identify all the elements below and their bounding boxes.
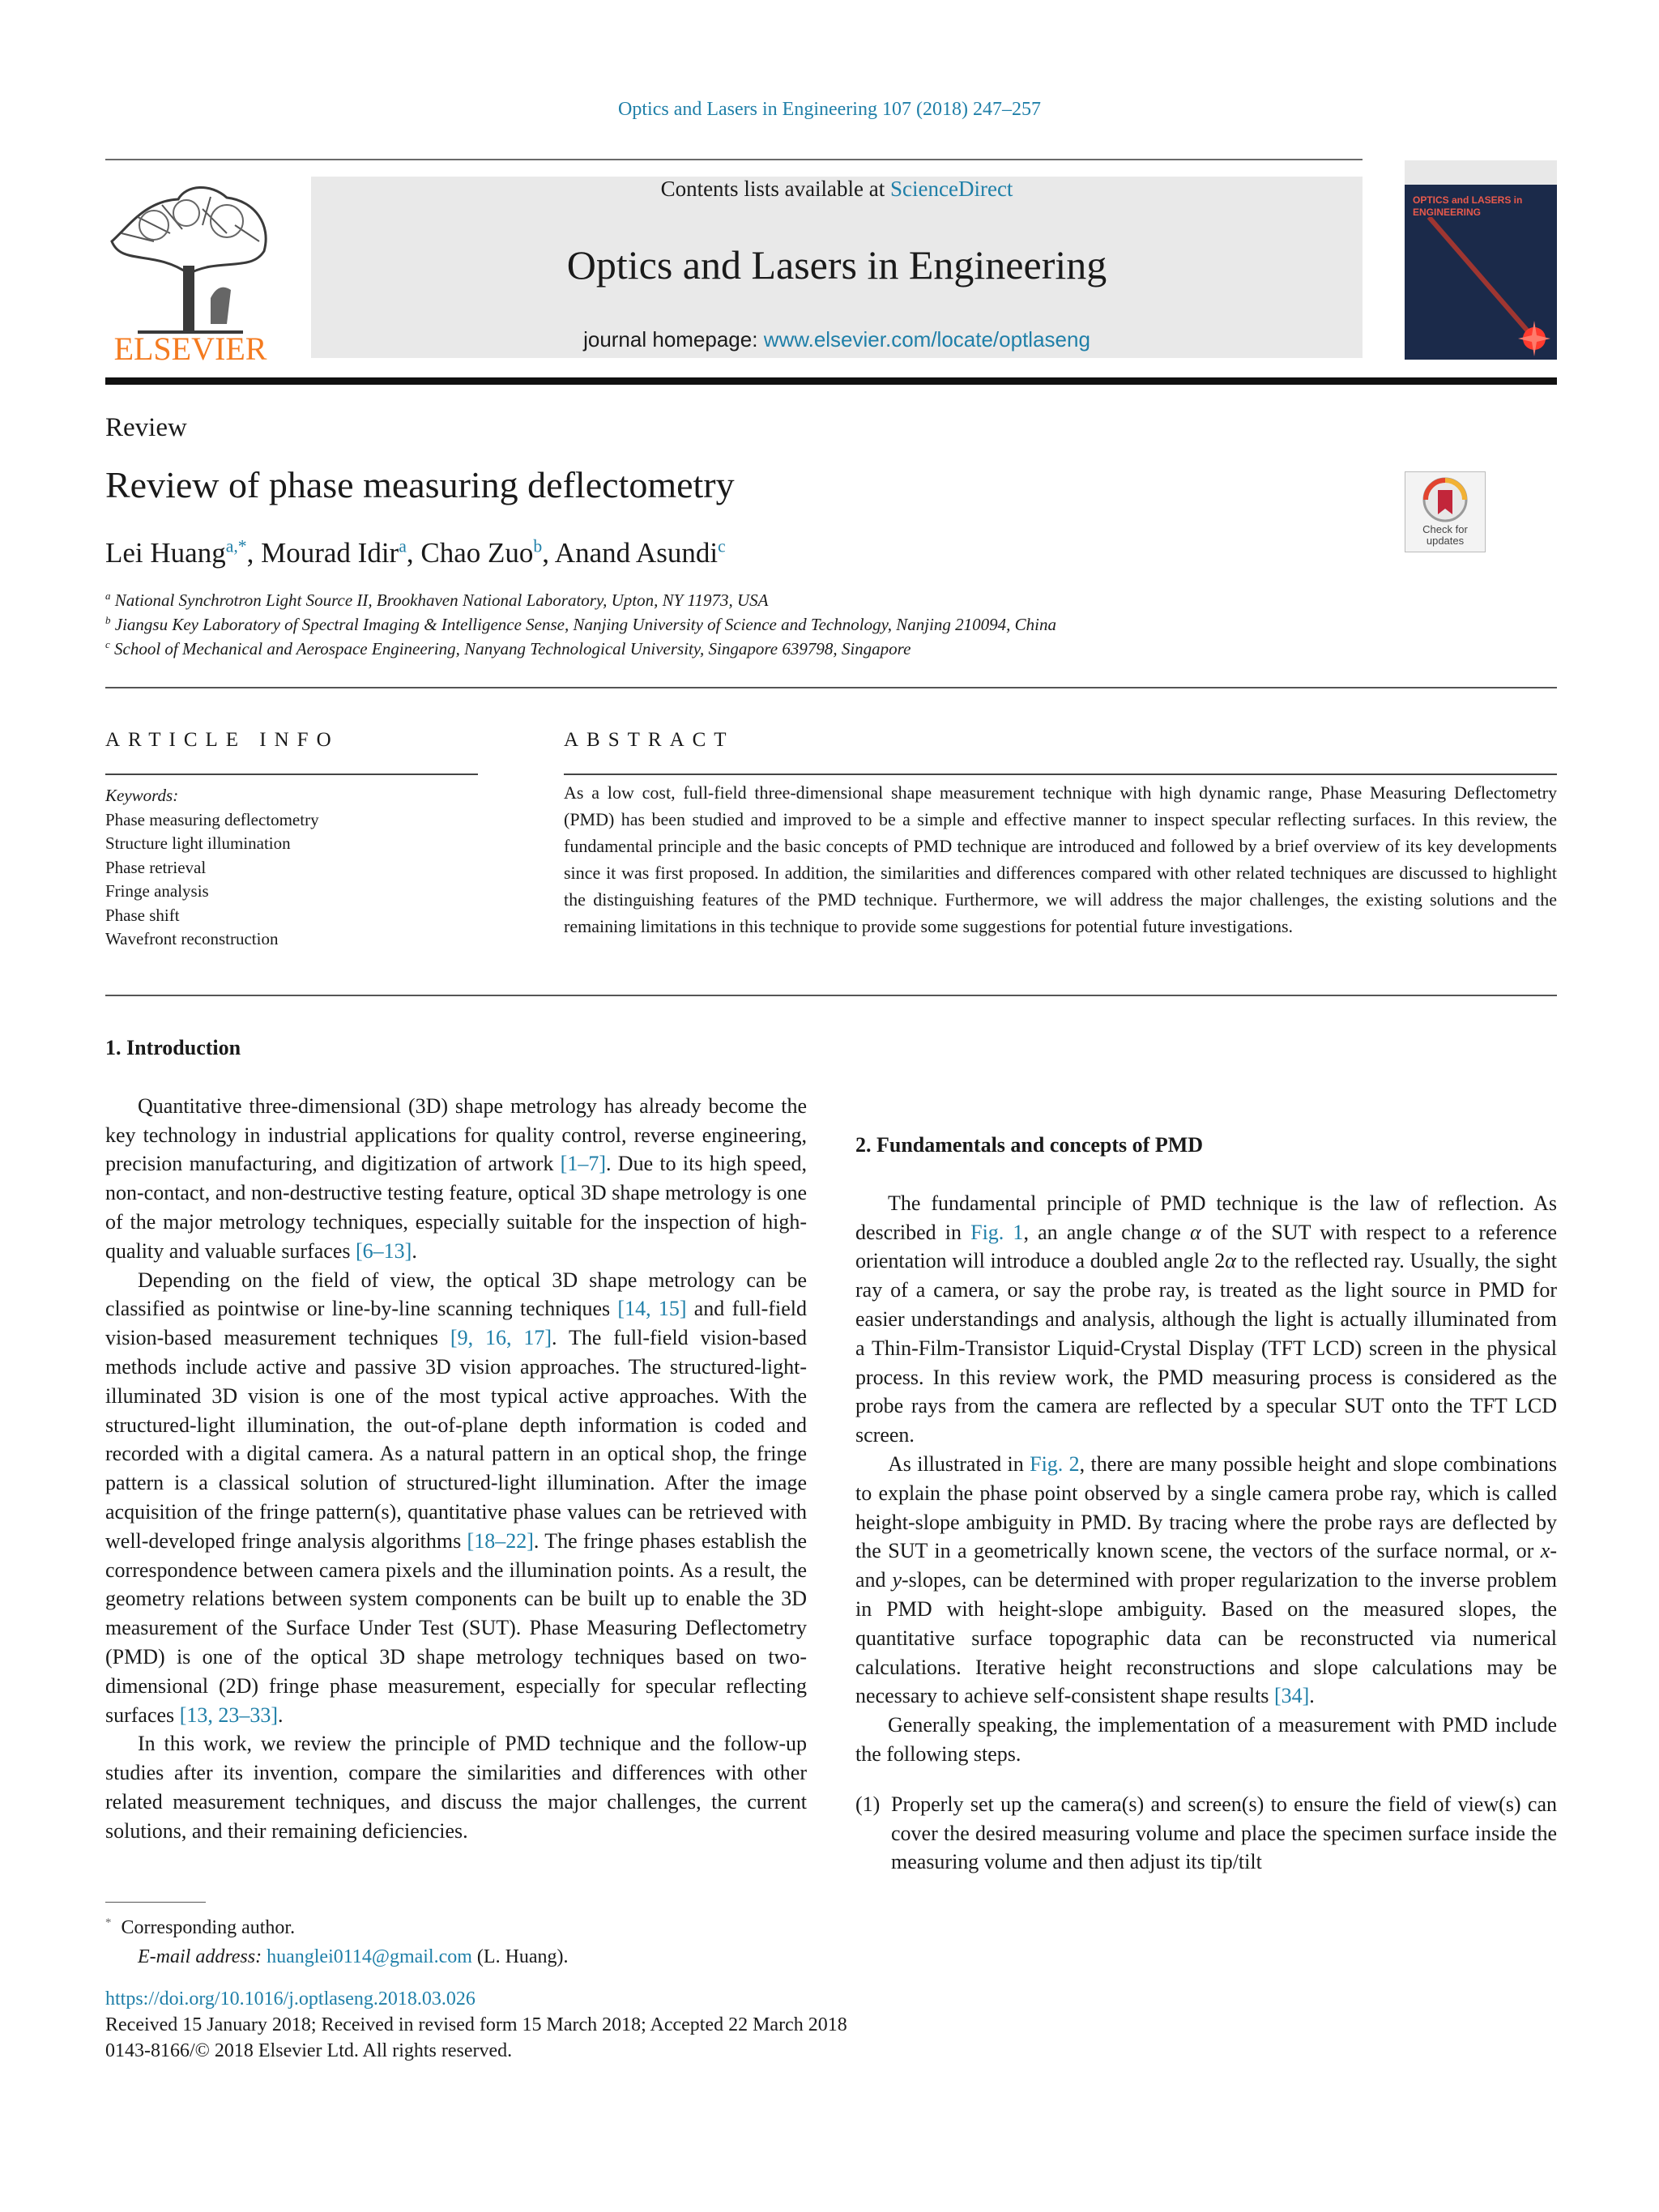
- email-link[interactable]: huanglei0114@gmail.com: [267, 1946, 472, 1967]
- header-thick-rule: [105, 377, 1557, 385]
- list-item-text: Properly set up the camera(s) and screen(s) to ensure the field of view(s) can cover the desired measuring volume and place the specimen surface inside the measuring volume and then adjust its tip/tilt: [891, 1792, 1557, 1874]
- journal-homepage-line: [311, 327, 1363, 352]
- body-column-left: [105, 1034, 807, 1846]
- article-title: Review of phase measuring deflectometry: [105, 464, 735, 505]
- affiliation-mark-link[interactable]: a,: [225, 536, 238, 556]
- affiliation-mark-link[interactable]: c: [718, 536, 726, 556]
- list-number: (1): [855, 1792, 881, 1816]
- copyright: 0143-8166/© 2018 Elsevier Ltd. All rights reserved.: [105, 2040, 513, 2061]
- paragraph: As illustrated in Fig. 2, there are many possible height and slope combinations to explain the phase point observed by a single camera probe ray, which is called height-slope ambiguity in PMD. By tracing where the probe rays are deflected by the SUT in a geometrically known scene, the vectors of the surface normal, or x- and y-slopes, can be determined with proper regularization to the inverse problem in PMD with height-slope ambiguity. Based on the measured slopes, the quantitative surface topographic data can be reconstructed via numerical calculations. Iterative height reconstructions and slope calculations may be necessary to achieve self-consistent shape results [34].: [855, 1451, 1558, 1708]
- crossmark-label: Check for updates: [1422, 523, 1468, 547]
- doi-link[interactable]: https://doi.org/10.1016/j.optlaseng.2018.03.026: [105, 1988, 476, 2010]
- citation-link[interactable]: [14, 15]: [617, 1297, 687, 1321]
- check-for-updates-button[interactable]: [1405, 471, 1486, 552]
- corresponding-star-link[interactable]: *: [237, 536, 247, 556]
- keyword: Structure light illumination: [105, 833, 291, 853]
- affiliation-a: $^a$ National Synchrotron Light Source II, Brookhaven National Laboratory, Upton, NY 11973, USA: [105, 590, 769, 610]
- section-heading: 2. Fundamentals and concepts of PMD: [855, 1133, 1204, 1157]
- cover-title: OPTICS and LASERS in ENGINEERING: [1413, 194, 1523, 218]
- paragraph: Quantitative three-dimensional (3D) shape metrology has already become the key technology in industrial applications for quality control, reverse engineering, precision manufacturing, and digitization of artwork [1–7]. Due to its high speed, non-contact, and non-destructive testing feature, optical 3D shape metrology is one of the major metrology techniques, especially suitable for the inspection of high-quality and valuable surfaces [6–13].: [105, 1093, 808, 1263]
- keyword: Fringe analysis: [105, 881, 209, 901]
- sciencedirect-link[interactable]: ScienceDirect: [890, 177, 1013, 201]
- keyword: Phase retrieval: [105, 857, 207, 877]
- keywords-label: Keywords:: [105, 786, 179, 805]
- paragraph: The fundamental principle of PMD technique is the law of reflection. As described in Fig. 1, an angle change α of the SUT with respect to a reference orientation will introduce a doubled angle 2α to the reflected ray. Usually, the sight ray of a camera, or say the probe ray, is treated as the light source in PMD for easier understandings and analysis, although the light is actually illuminated from a Thin-Film-Transistor Liquid-Crystal Display (TFT LCD) screen in the physical process. In this review work, the PMD measuring process is considered as the probe rays from the camera are reflected by a specular SUT onto the TFT LCD screen.: [855, 1191, 1558, 1447]
- homepage-prefix: journal homepage:: [583, 327, 758, 352]
- affiliation-b: $^b$ Jiangsu Key Laboratory of Spectral Imaging & Intelligence Sense, Nanjing University of Science and Technology, Nanjing 210094, China: [105, 614, 1057, 634]
- elsevier-logo: [105, 177, 275, 363]
- paragraph: Depending on the field of view, the optical 3D shape metrology can be classified as pointwise or line-by-line scanning techniques [14, 15] and full-field vision-based measurement techniques [9, 16, 17]. The full-field vision-based methods include active and passive 3D vision approaches. The structured-light-illuminated 3D vision is one of the most typical active approaches. With the structured-light illumination, the out-of-plane depth information is coded and recorded with a digital camera. As a natural pattern in an optical shop, the fringe pattern is a classical solution of structured-light illumination. After the image acquisition of the fringe pattern(s), quantitative phase values can be retrieved with well-developed fringe analysis algorithms [18–22]. The fringe phases establish the correspondence between camera pixels and the illumination points. As a result, the geometry relations between system components can be built up to enable the 3D measurement of the Surface Under Test (SUT). Phase Measuring Deflectometry (PMD) is one of the optical 3D shape metrology techniques based on two-dimensional (2D) fringe phase measurement, especially for specular reflecting surfaces [13, 23–33].: [105, 1268, 807, 1727]
- abstract-rule: [564, 774, 1557, 775]
- section-rule: [105, 687, 1557, 688]
- keyword: Wavefront reconstruction: [105, 929, 279, 948]
- body-column-right: [855, 1034, 1557, 1877]
- article-info-rule: [105, 774, 478, 775]
- author: Lei Huang$^{a,*}$,: [105, 536, 262, 569]
- footnote: [105, 1908, 569, 1971]
- publication-info: [105, 1986, 847, 2064]
- journal-reference-link[interactable]: Optics and Lasers in Engineering 107 (2018) 247–257: [618, 99, 1041, 120]
- citation-link[interactable]: [6–13]: [356, 1238, 412, 1263]
- abstract-heading: ABSTRACT: [564, 729, 735, 751]
- author-list: [105, 536, 726, 569]
- figure-link[interactable]: Fig. 2: [1030, 1451, 1080, 1476]
- figure-link[interactable]: Fig. 1: [970, 1220, 1024, 1244]
- footnote-rule: [105, 1902, 206, 1903]
- author: Mourad Idir$^a$,: [261, 536, 421, 569]
- contents-line: [311, 177, 1363, 202]
- citation-link[interactable]: [9, 16, 17]: [450, 1326, 552, 1350]
- article-type: Review: [105, 413, 187, 442]
- journal-name: Optics and Lasers in Engineering: [566, 242, 1107, 288]
- affiliation-mark-link[interactable]: b: [533, 536, 543, 556]
- header-top-rule: [105, 159, 1363, 160]
- paragraph: Generally speaking, the implementation of a measurement with PMD include the following steps.: [855, 1713, 1557, 1766]
- cover-laser-graphic: [1405, 217, 1557, 360]
- article-info-heading: ARTICLE INFO: [105, 729, 339, 751]
- affiliation-c: $^c$ School of Mechanical and Aerospace Engineering, Nanyang Technological University, Singapore 639798, Singapore: [105, 638, 911, 658]
- citation-link[interactable]: [34]: [1273, 1684, 1310, 1708]
- contents-prefix: Contents lists available at: [660, 177, 885, 201]
- corresponding-author-note: * Corresponding author.: [105, 1916, 296, 1938]
- citation-link[interactable]: [1–7]: [560, 1152, 606, 1176]
- section-heading: 1. Introduction: [105, 1036, 241, 1059]
- keyword: Phase measuring deflectometry: [105, 809, 319, 829]
- keywords-list: [105, 784, 319, 952]
- author: Anand Asundi$^c$: [554, 536, 726, 569]
- list-item: [855, 1790, 1557, 1877]
- citation-link[interactable]: [18–22]: [467, 1528, 534, 1553]
- elsevier-tree-icon: [105, 177, 275, 363]
- citation-link[interactable]: [13, 23–33]: [179, 1703, 279, 1727]
- keyword: Phase shift: [105, 905, 180, 925]
- journal-homepage-link[interactable]: www.elsevier.com/locate/optlaseng: [763, 327, 1090, 352]
- email-line: E-mail address: huanglei0114@gmail.com (L. Huang).: [138, 1946, 569, 1967]
- abstract-text: As a low cost, full-field three-dimensional shape measurement technique with high dynamic range, Phase Measuring Deflectometry (PMD) has been studied and improved to be a simple and effective manner to inspect specular reflecting surfaces. In this review, the fundamental principle and the basic concepts of PMD technique are introduced and followed by a brief overview of its key developments since it was first proposed. In addition, the similarities and differences compared with other related techniques are discussed to highlight the distinguishing features of the PMD technique. Furthermore, we will address the major challenges, the existing solutions and the remaining limitations in this technique to provide some suggestions for potential future investigations.: [564, 782, 1557, 936]
- paragraph: In this work, we review the principle of PMD technique and the follow-up studies after its invention, compare the similarities and differences with other related measurement techniques, and discuss the major challenges, the current solutions, and their remaining deficiencies.: [105, 1732, 807, 1843]
- author: Chao Zuo$^b$,: [420, 536, 555, 569]
- elsevier-wordmark: ELSEVIER: [113, 330, 267, 363]
- journal-cover-thumbnail[interactable]: [1405, 160, 1557, 360]
- section-rule: [105, 995, 1557, 996]
- received-dates: Received 15 January 2018; Received in revised form 15 March 2018; Accepted 22 March 2018: [105, 2014, 847, 2035]
- affiliation-mark-link[interactable]: a: [399, 536, 407, 556]
